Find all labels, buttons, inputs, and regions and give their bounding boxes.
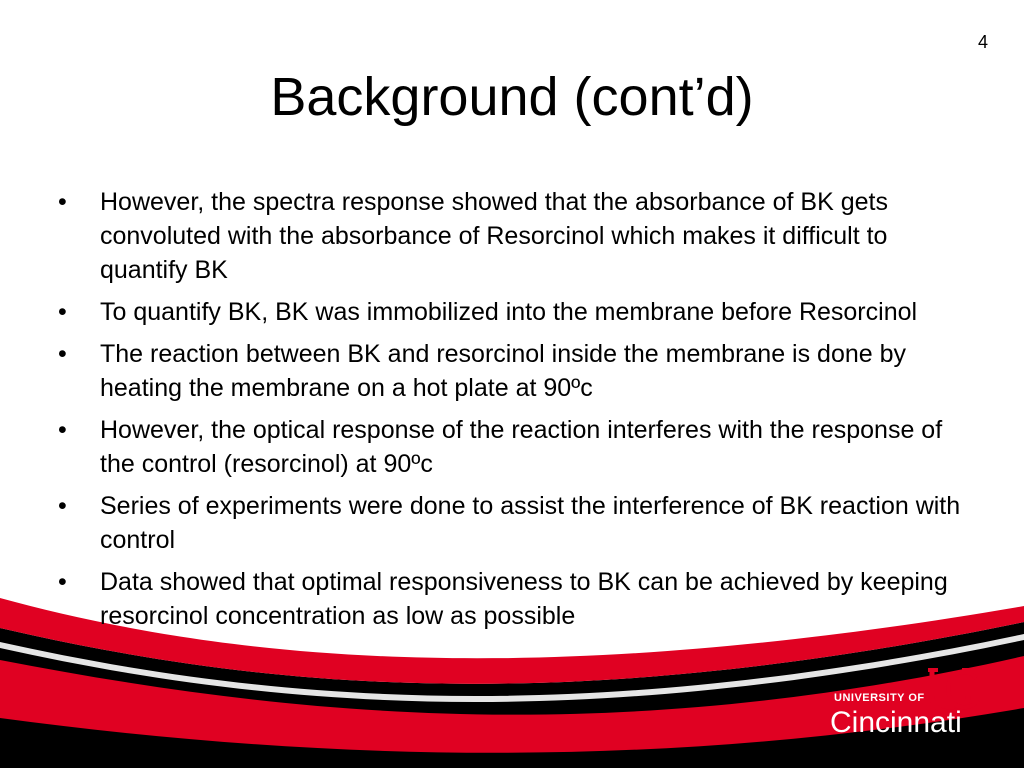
bullet-text: Series of experiments were done to assist the interference of BK reaction with control [100,492,961,554]
bullet-text: However, the optical response of the reaction interferes with the response of the control (resorcinol) at 90ºc [100,416,943,478]
bullet-icon: • [58,298,67,326]
list-item [56,295,966,329]
list-item [56,565,966,633]
bullet-list [56,185,966,641]
bullet-text: However, the spectra response showed that the absorbance of BK gets convoluted with the absorbance of Resorcinol which makes it difficult to quantify BK [100,188,888,284]
bullet-icon: • [58,492,67,520]
list-item [56,413,966,481]
bullet-text: The reaction between BK and resorcinol inside the membrane is done by heating the membrane on a hot plate at 90ºc [100,340,907,402]
university-logo [830,674,994,754]
logo-name: Cincinnati [830,706,962,739]
bullet-text: To quantify BK, BK was immobilized into the membrane before Resorcinol [100,298,918,326]
bullet-icon: • [58,340,67,368]
bullet-text: Data showed that optimal responsiveness to BK can be achieved by keeping resorcinol concentration as low as possible [100,568,948,630]
list-item [56,489,966,557]
slide-title: Background (cont’d) [270,67,754,127]
bullet-icon: • [58,568,67,596]
slide-number: 4 [977,32,988,52]
list-item [56,337,966,405]
list-item [56,185,966,287]
logo-university-label: UNIVERSITY OF [834,692,925,704]
bullet-icon: • [58,188,67,216]
bullet-icon: • [58,416,67,444]
